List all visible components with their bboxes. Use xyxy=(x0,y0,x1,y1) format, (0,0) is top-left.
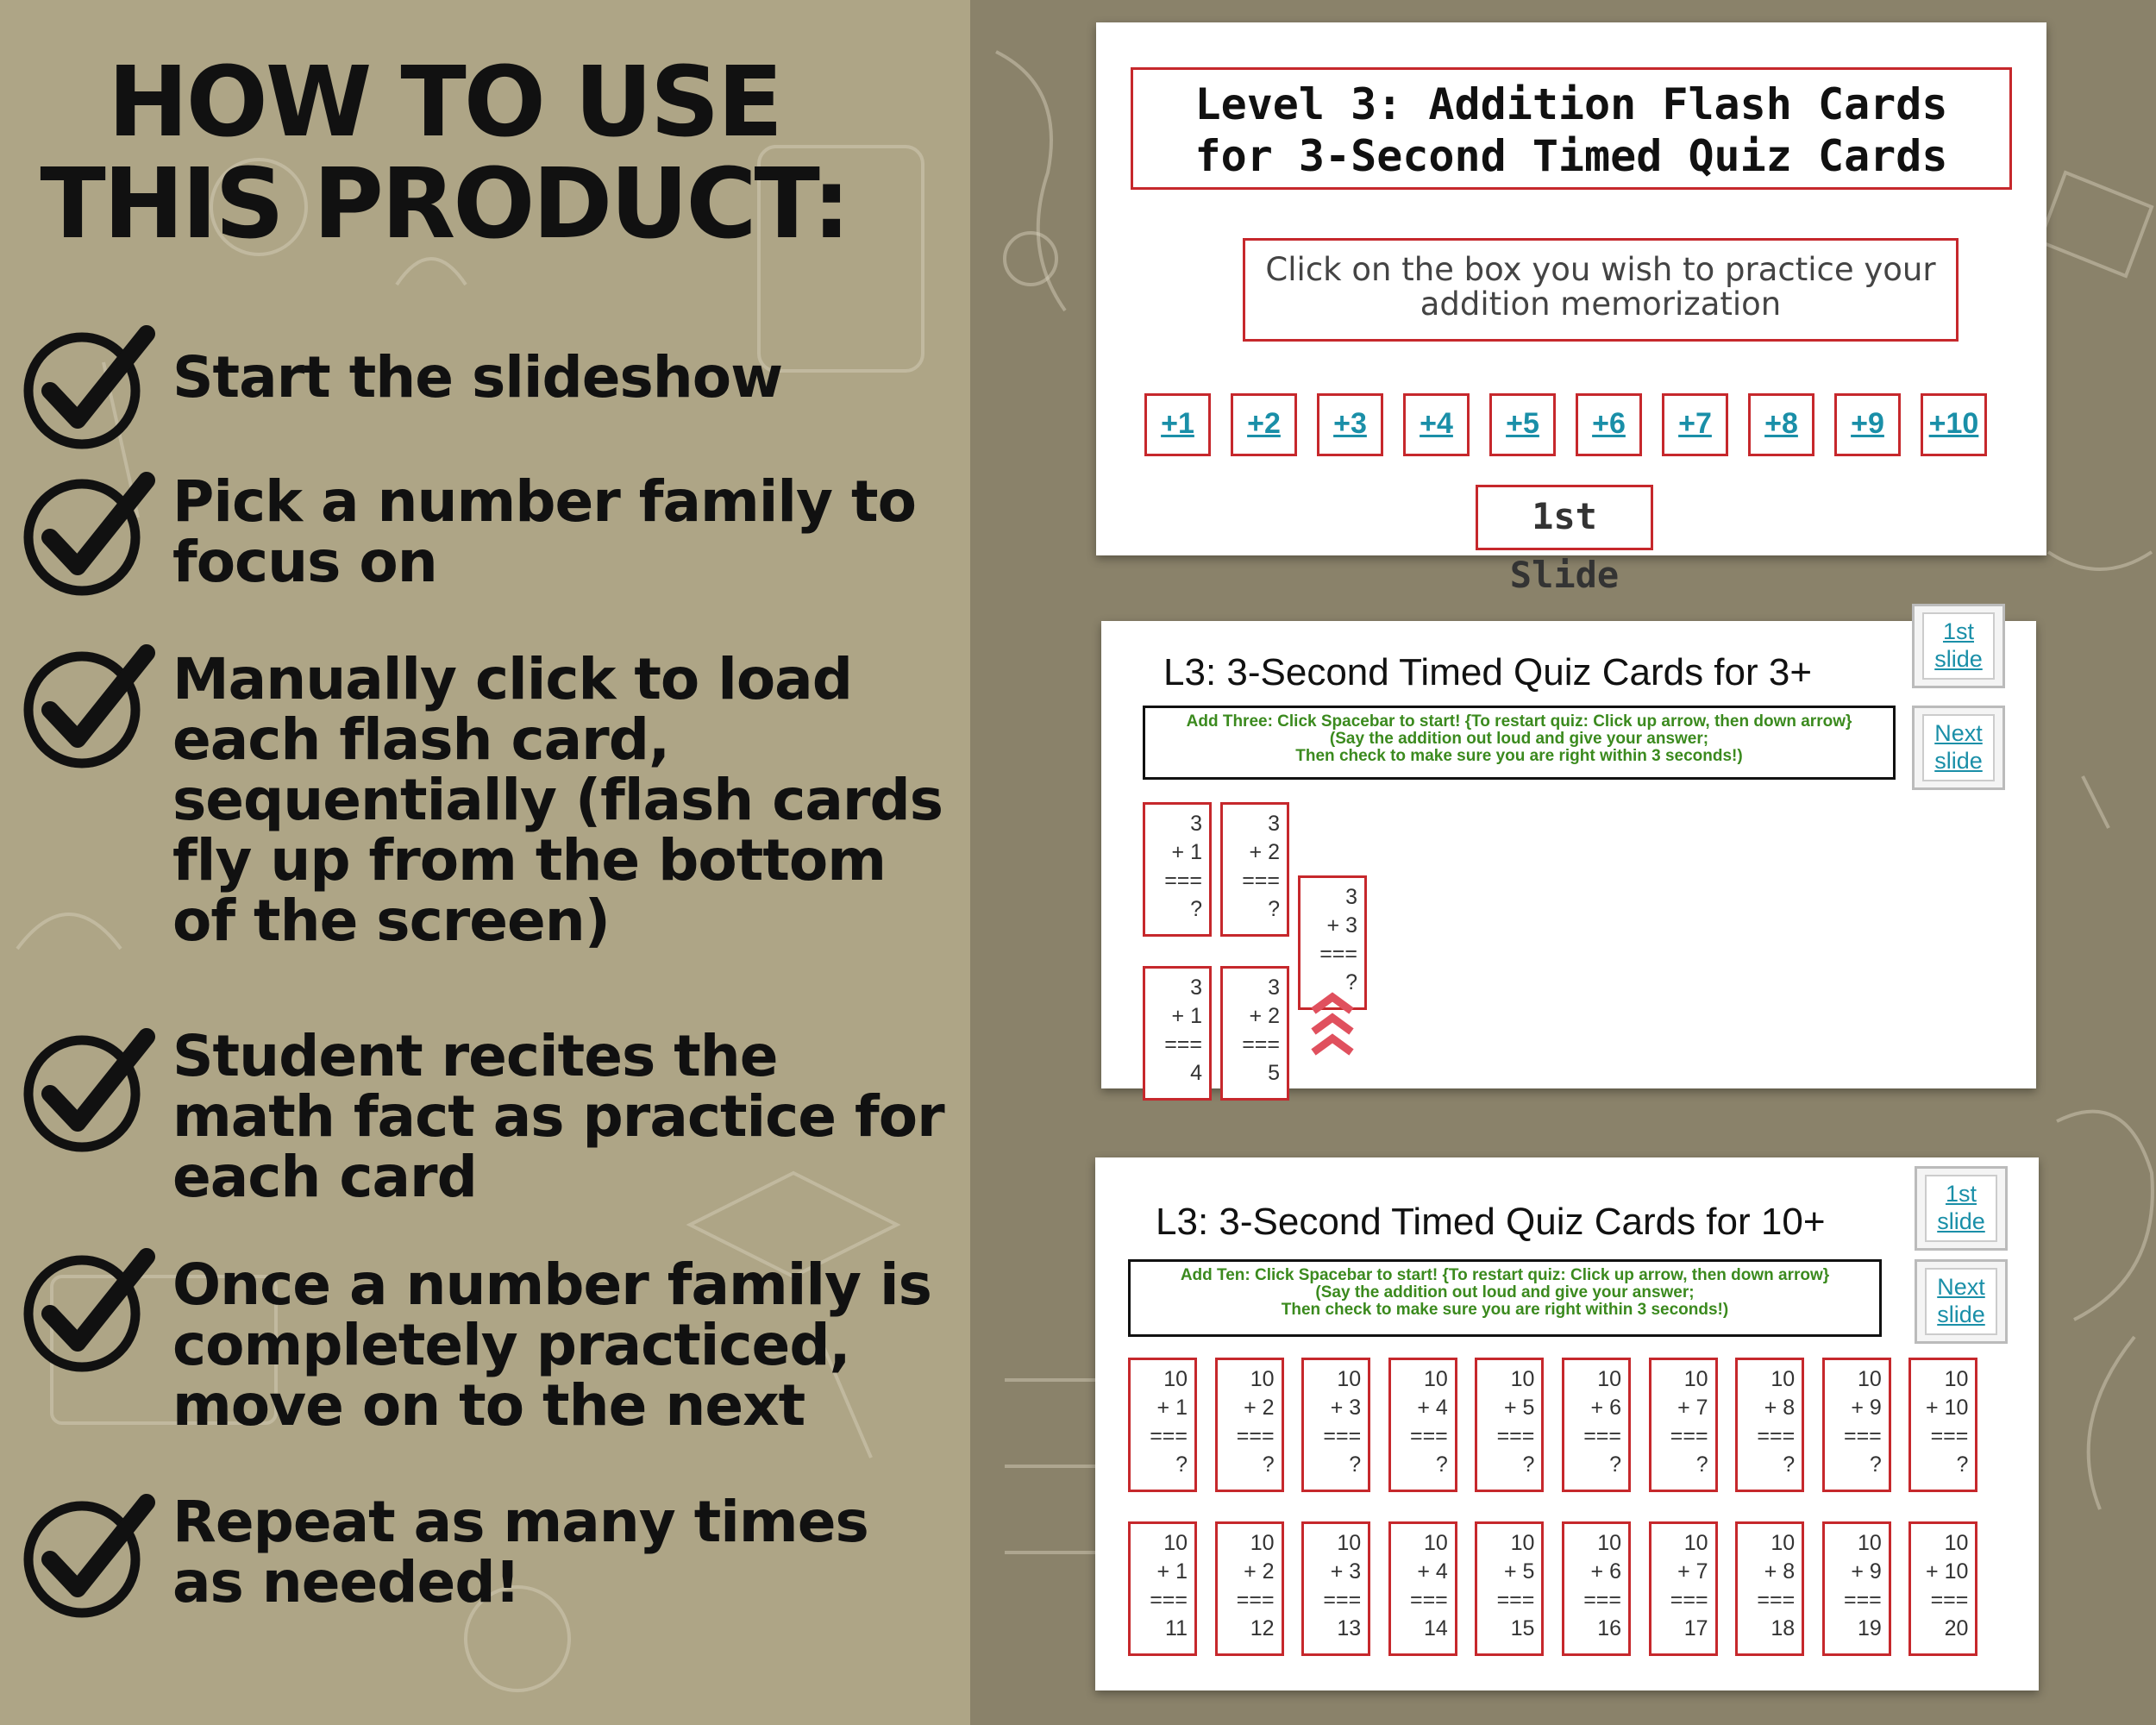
card-separator: === xyxy=(1164,869,1202,893)
card-answer: 17 xyxy=(1683,1616,1708,1640)
checkmark-icon xyxy=(17,323,155,453)
card-addend-plus: + 7 xyxy=(1677,1559,1708,1584)
step-text: Start the slideshow xyxy=(172,344,783,411)
card-separator: === xyxy=(1319,942,1357,966)
card-addend-plus: + 2 xyxy=(1244,1396,1275,1420)
card-answer: 19 xyxy=(1857,1616,1882,1640)
instr-line-1: Add Ten: Click Spacebar to start! {To restart quiz: Click up arrow, then down arrow} xyxy=(1180,1266,1830,1284)
link-text-2: slide xyxy=(1937,1302,1985,1327)
card-answer: 20 xyxy=(1944,1616,1969,1640)
card-answer: 11 xyxy=(1165,1616,1188,1640)
flash-card-flying[interactable] xyxy=(1298,875,1367,1010)
card-answer: 14 xyxy=(1423,1616,1448,1640)
card-addend: 10 xyxy=(1510,1531,1535,1555)
card-addend-plus: + 6 xyxy=(1590,1396,1621,1420)
flash-card[interactable] xyxy=(1301,1358,1370,1492)
card-addend-plus: + 3 xyxy=(1326,913,1357,938)
card-answer: ? xyxy=(1175,1452,1188,1477)
card-separator: === xyxy=(1843,1588,1882,1612)
card-addend-plus: + 3 xyxy=(1330,1396,1362,1420)
card-addend: 3 xyxy=(1268,975,1280,1000)
link-text-2: slide xyxy=(1934,748,1983,774)
card-separator: === xyxy=(1236,1588,1275,1612)
card-separator: === xyxy=(1236,1424,1275,1448)
flash-card[interactable] xyxy=(1128,1358,1197,1492)
instr-line-3: Then check to make sure you are right within 3 seconds!) xyxy=(1281,1301,1729,1319)
fly-up-arrows-icon xyxy=(1308,992,1357,1061)
preview-panel xyxy=(970,0,2156,1725)
card-answer: ? xyxy=(1190,897,1202,921)
flash-card[interactable] xyxy=(1215,1358,1284,1492)
flash-card[interactable] xyxy=(1822,1521,1891,1656)
card-answer: ? xyxy=(1268,897,1280,921)
card-separator: === xyxy=(1323,1424,1362,1448)
card-separator: === xyxy=(1242,869,1280,893)
card-addend: 10 xyxy=(1163,1531,1188,1555)
card-addend: 10 xyxy=(1250,1531,1275,1555)
flash-card[interactable] xyxy=(1562,1521,1631,1656)
step-text: Repeat as many times as needed! xyxy=(172,1489,868,1615)
card-addend: 3 xyxy=(1345,885,1357,909)
card-addend-plus: + 2 xyxy=(1244,1559,1275,1584)
card-separator: === xyxy=(1843,1424,1882,1448)
link-text-2: slide xyxy=(1934,646,1983,672)
card-answer: ? xyxy=(1349,1452,1362,1477)
flash-card[interactable] xyxy=(1128,1521,1197,1656)
quiz-title: L3: 3-Second Timed Quiz Cards for 10+ xyxy=(1156,1201,1826,1243)
card-addend-plus: + 5 xyxy=(1503,1559,1535,1584)
family-button-plus-1[interactable]: +1 xyxy=(1144,393,1211,456)
flash-card[interactable] xyxy=(1143,966,1212,1101)
card-answer: ? xyxy=(1609,1452,1621,1477)
card-separator: === xyxy=(1496,1588,1535,1612)
card-addend: 10 xyxy=(1597,1367,1621,1391)
card-addend: 10 xyxy=(1423,1531,1448,1555)
card-addend-plus: + 1 xyxy=(1171,840,1202,864)
card-separator: === xyxy=(1930,1424,1969,1448)
flash-card[interactable] xyxy=(1215,1521,1284,1656)
next-slide-link-label[interactable] xyxy=(1922,714,1995,781)
card-answer: 18 xyxy=(1771,1616,1796,1640)
card-separator: === xyxy=(1150,1424,1188,1448)
next-slide-link[interactable] xyxy=(1915,1259,2008,1344)
instr-line-1: Add Three: Click Spacebar to start! {To restart quiz: Click up arrow, then down arrow} xyxy=(1186,712,1852,731)
family-button-plus-4[interactable]: +4 xyxy=(1403,393,1470,456)
card-addend: 10 xyxy=(1857,1367,1882,1391)
card-answer: 12 xyxy=(1250,1616,1275,1640)
family-button-plus-5[interactable]: +5 xyxy=(1489,393,1556,456)
family-button-plus-9[interactable]: +9 xyxy=(1834,393,1901,456)
card-separator: === xyxy=(1496,1424,1535,1448)
card-addend: 10 xyxy=(1337,1531,1362,1555)
card-addend-plus: + 2 xyxy=(1249,840,1280,864)
card-addend-plus: + 4 xyxy=(1417,1559,1448,1584)
card-separator: === xyxy=(1930,1588,1969,1612)
slide-title-line-1: Level 3: Addition Flash Cards xyxy=(1194,79,1948,129)
card-answer: ? xyxy=(1783,1452,1796,1477)
step-text: Manually click to load each flash card, sequentially (flash cards fly up from the bottom of the screen) xyxy=(172,646,943,954)
flash-card[interactable] xyxy=(1220,966,1289,1101)
card-addend-plus: + 4 xyxy=(1417,1396,1448,1420)
first-slide-button[interactable]: 1st Slide xyxy=(1476,485,1653,550)
card-addend-plus: + 8 xyxy=(1764,1559,1796,1584)
card-answer: 4 xyxy=(1190,1061,1202,1085)
first-slide-link[interactable] xyxy=(1912,604,2005,688)
card-answer: 15 xyxy=(1510,1616,1535,1640)
flash-card[interactable] xyxy=(1649,1358,1718,1492)
card-addend: 10 xyxy=(1683,1531,1708,1555)
step-text: Pick a number family to focus on xyxy=(172,468,916,595)
card-addend-plus: + 7 xyxy=(1677,1396,1708,1420)
card-answer: ? xyxy=(1956,1452,1969,1477)
card-addend: 10 xyxy=(1944,1531,1969,1555)
card-addend: 10 xyxy=(1337,1367,1362,1391)
flash-card[interactable] xyxy=(1143,802,1212,937)
flash-card[interactable] xyxy=(1735,1521,1804,1656)
card-addend: 10 xyxy=(1771,1367,1796,1391)
link-text-1: Next xyxy=(1937,1274,1985,1300)
flash-card[interactable] xyxy=(1301,1521,1370,1656)
card-addend: 3 xyxy=(1268,812,1280,836)
card-answer: ? xyxy=(1695,1452,1708,1477)
card-addend: 10 xyxy=(1423,1367,1448,1391)
card-answer: ? xyxy=(1262,1452,1275,1477)
card-answer: ? xyxy=(1522,1452,1535,1477)
card-separator: === xyxy=(1670,1588,1708,1612)
flash-card[interactable] xyxy=(1649,1521,1718,1656)
step-text: Student recites the math fact as practice for each card xyxy=(172,1023,944,1210)
family-button-plus-3[interactable]: +3 xyxy=(1317,393,1383,456)
slide-quiz-3 xyxy=(1101,618,2036,1088)
card-addend-plus: + 8 xyxy=(1764,1396,1796,1420)
card-separator: === xyxy=(1409,1424,1448,1448)
card-addend: 10 xyxy=(1857,1531,1882,1555)
instr-line-3: Then check to make sure you are right within 3 seconds!) xyxy=(1295,747,1743,765)
flash-card[interactable] xyxy=(1735,1358,1804,1492)
flash-card[interactable] xyxy=(1562,1358,1631,1492)
slide-instructions: Click on the box you wish to practice your addition memorization xyxy=(1243,238,1959,342)
flash-card[interactable] xyxy=(1908,1521,1977,1656)
card-answer: ? xyxy=(1345,970,1357,994)
checkmark-icon xyxy=(17,470,155,599)
link-text-1: Next xyxy=(1934,720,1983,746)
slide-quiz-10 xyxy=(1095,1157,2039,1690)
card-answer: 16 xyxy=(1597,1616,1621,1640)
quiz-instructions xyxy=(1128,1259,1882,1337)
first-slide-link[interactable] xyxy=(1915,1166,2008,1251)
first-slide-link-label[interactable] xyxy=(1922,612,1995,680)
card-addend-plus: + 10 xyxy=(1926,1396,1969,1420)
flash-card[interactable] xyxy=(1475,1358,1544,1492)
slide-title xyxy=(1131,67,2012,190)
card-addend-plus: + 2 xyxy=(1249,1004,1280,1028)
flash-card[interactable] xyxy=(1220,802,1289,937)
family-button-plus-7[interactable]: +7 xyxy=(1662,393,1728,456)
family-button-plus-10[interactable]: +10 xyxy=(1921,393,1987,456)
instr-line-2: (Say the addition out loud and give your answer; xyxy=(1315,1283,1695,1302)
link-text-2: slide xyxy=(1937,1208,1985,1234)
card-addend-plus: + 3 xyxy=(1330,1559,1362,1584)
card-addend-plus: + 9 xyxy=(1851,1559,1882,1584)
card-answer: 13 xyxy=(1337,1616,1362,1640)
instr-line-2: (Say the addition out loud and give your answer; xyxy=(1329,730,1709,748)
quiz-title: L3: 3-Second Timed Quiz Cards for 3+ xyxy=(1163,651,1813,693)
card-addend: 3 xyxy=(1190,812,1202,836)
card-answer: ? xyxy=(1869,1452,1882,1477)
flash-card[interactable] xyxy=(1388,1358,1457,1492)
card-answer: 5 xyxy=(1268,1061,1280,1085)
card-addend: 10 xyxy=(1944,1367,1969,1391)
card-separator: === xyxy=(1583,1424,1621,1448)
card-separator: === xyxy=(1757,1588,1796,1612)
card-separator: === xyxy=(1757,1424,1796,1448)
flash-card[interactable] xyxy=(1388,1521,1457,1656)
card-addend-plus: + 6 xyxy=(1590,1559,1621,1584)
card-addend-plus: + 9 xyxy=(1851,1396,1882,1420)
card-addend-plus: + 1 xyxy=(1156,1559,1188,1584)
card-addend: 10 xyxy=(1163,1367,1188,1391)
card-addend: 10 xyxy=(1250,1367,1275,1391)
next-slide-link-label[interactable] xyxy=(1925,1268,1997,1335)
card-separator: === xyxy=(1150,1588,1188,1612)
card-separator: === xyxy=(1242,1032,1280,1057)
flash-card[interactable] xyxy=(1908,1358,1977,1492)
checkmark-icon xyxy=(17,643,155,772)
card-addend: 10 xyxy=(1510,1367,1535,1391)
page-title: HOW TO USE THIS PRODUCT: xyxy=(40,47,849,260)
card-addend-plus: + 10 xyxy=(1926,1559,1969,1584)
card-addend: 10 xyxy=(1683,1367,1708,1391)
link-text-1: 1st xyxy=(1945,1181,1977,1207)
card-addend-plus: + 1 xyxy=(1156,1396,1188,1420)
card-addend-plus: + 1 xyxy=(1171,1004,1202,1028)
family-button-plus-2[interactable]: +2 xyxy=(1231,393,1297,456)
card-separator: === xyxy=(1583,1588,1621,1612)
flash-card[interactable] xyxy=(1475,1521,1544,1656)
family-button-plus-8[interactable]: +8 xyxy=(1748,393,1814,456)
card-separator: === xyxy=(1670,1424,1708,1448)
card-addend: 3 xyxy=(1190,975,1202,1000)
family-button-plus-6[interactable]: +6 xyxy=(1576,393,1642,456)
card-addend: 10 xyxy=(1597,1531,1621,1555)
checkmark-icon xyxy=(17,1246,155,1376)
link-text-1: 1st xyxy=(1942,618,1975,644)
checkmark-icon xyxy=(17,1026,155,1156)
slide-title-line-2: for 3-Second Timed Quiz Cards xyxy=(1194,131,1948,181)
next-slide-link[interactable] xyxy=(1912,706,2005,790)
first-slide-link-label[interactable] xyxy=(1925,1175,1997,1242)
card-separator: === xyxy=(1409,1588,1448,1612)
flash-card[interactable] xyxy=(1822,1358,1891,1492)
quiz-instructions xyxy=(1143,706,1896,780)
step-text: Once a number family is completely practiced, move on to the next xyxy=(172,1251,931,1439)
checkmark-icon xyxy=(17,1492,155,1622)
card-separator: === xyxy=(1323,1588,1362,1612)
card-separator: === xyxy=(1164,1032,1202,1057)
instructions-panel xyxy=(0,0,970,1725)
slide-menu xyxy=(1096,22,2046,596)
card-addend-plus: + 5 xyxy=(1503,1396,1535,1420)
card-answer: ? xyxy=(1435,1452,1448,1477)
card-addend: 10 xyxy=(1771,1531,1796,1555)
